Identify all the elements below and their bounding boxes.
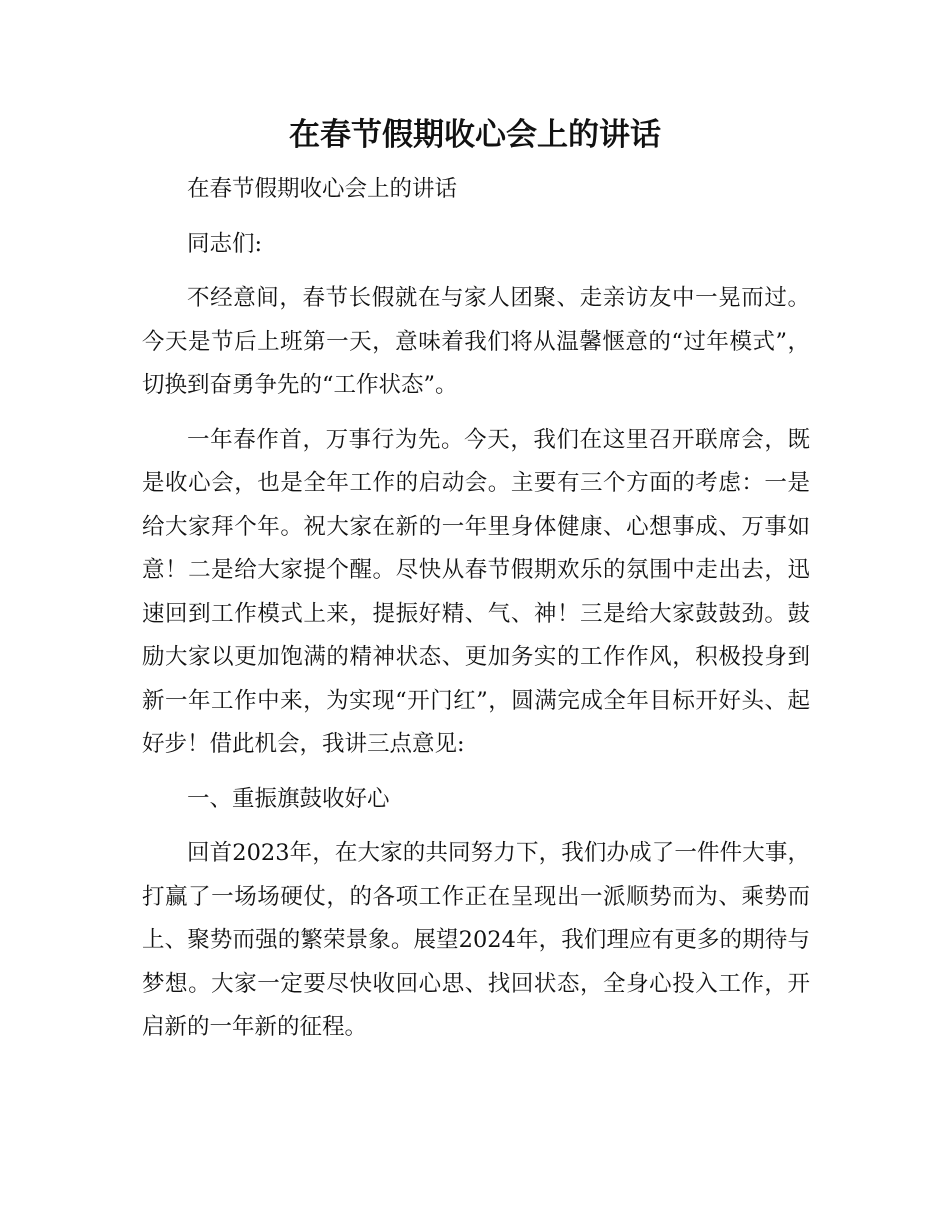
paragraph-subtitle: 在春节假期收心会上的讲话 bbox=[187, 176, 458, 202]
paragraph-purpose: 一年春作首，万事行为先。今天，我们在这里召开联席会，既是收心会，也是全年工作的启动会。主要有三个方面的考虑：一是给大家拜个年。祝大家在新的一年里身体健康、心想事成、万事如意！二是给大家提个醒。尽快从春节假期欢乐的氛围中走出去，迅速回到工作模式上来，提振好精、气、神！三是给大家鼓鼓劲。鼓励大家以更加饱满的精神状态、更加务实的工作作风，积极投身到新一年工作中来，为实现“开门红”，圆满完成全年目标开好头、起好步！借此机会，我讲三点意见: bbox=[142, 426, 810, 757]
paragraph-review: 回首2023年，在大家的共同努力下，我们办成了一件件大事，打赢了一场场硬仗，的各项工作正在呈现出一派顺势而为、乘势而上、聚势而强的繁荣景象。展望2024年，我们理应有更多的期待与梦想。大家一定要尽快收回心思、找回状态，全身心投入工作，开启新的一年新的征程。 bbox=[142, 840, 810, 1040]
section-heading-1: 一、重振旗鼓收好心 bbox=[187, 785, 390, 812]
document-title: 在春节假期收心会上的讲话 bbox=[289, 117, 661, 153]
document-body bbox=[142, 168, 810, 1061]
paragraph-salutation: 同志们: bbox=[187, 230, 263, 257]
paragraph-opening: 不经意间，春节长假就在与家人团聚、走亲访友中一晃而过。今天是节后上班第一天，意味着我们将从温馨惬意的“过年模式”，切换到奋勇争先的“工作状态”。 bbox=[142, 285, 810, 398]
